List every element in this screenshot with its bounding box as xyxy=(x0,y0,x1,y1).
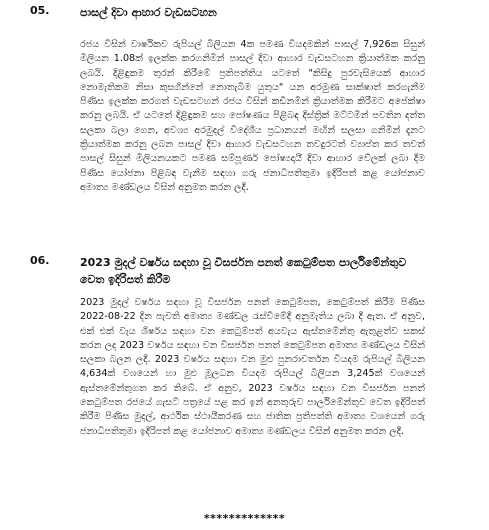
section-title: 2023 මුදල් වර්ෂය සඳහා වූ විසර්ජන පනත් කෙටුම්පත පාර්ලිමේන්තුව වෙත ඉදිරිපත් කිරීම xyxy=(80,256,407,286)
section-paragraph: 2023 මුදල් වර්ෂය සඳහා වූ විසර්ජන පනත් කෙටුම්පත, කෙටුම්පත් කිරීම පිණිස 2022-08-22 දින පැවති අමාත්‍ය මණ්ඩල රැස්වීමේදී අනුමැතිය ලබා දී ඇත. ඒ අනුව, එක් එක් වැය ශීර්ෂය සඳහා වන කෙටුම්පත් අයවැය ඇස්තමේන්තු ඇතුළත්ව සකස් කරන ලද 2023 වර්ෂය සඳහා වන විසර්ජන පනත් කෙටුම්පත අමාත්‍ය මණ්ඩලය විසින් සලකා බලන ලදී. 2023 වර්ෂය සඳහා වන මුළු පුනරාවර්තන වියදම රුපියල් බිලියන 4,634ක් වශයෙන් හා මුළු මූලධන වියදම රුපියල් බිලියන 3,245ක් වශයෙන් ඇස්තමේන්තුගත කර තිබේ. ඒ අනුව, 2023 වර්ෂය සඳහා වන විසර්ජන පනත් කෙටුම්පත රජයේ ගැසට් පත්‍රයේ පළ කර ඉන් අනතුරුව පාර්ලිමේන්තුව වෙත ඉදිරිපත් කිරීම පිණිස මුදල්, ආර්ථික ස්ථායීකරණ සහ ජාතික ප්‍රතිපත්ති අමාත්‍ය වශයෙන් ගරු ජනාධිපතිතුමා ඉදිරිපත් කළ යෝජනාව අමාත්‍ය මණ්ඩලය විසින් අනුමත කරන ලදී. xyxy=(80,297,425,437)
end-marker: ************* xyxy=(203,512,286,525)
section-title: පාසල් දිවා ආහාර වැඩසටහන xyxy=(80,6,217,19)
section-paragraph: රජය විසින් වාර්ෂිකව රුපියල් බිලියන 4ක පමණ වියදමකින් පාසල් 7,926ක සිසුන් මිලියන 1.08ක් ඉලක්ක කරගනිමින් පාසල් දිවා ආහාර වැඩසටහන ක්‍රියාත්මක කරනු ලබයි. දිළිඳුකම තුරන් කිරීමේ ප්‍රතිපත්තිය යටතේ "කිසිදු පුරවැසියෙක් ආහාර නොමැතිකම නිසා කුසගින්නේ නොතැබීම යුතුය" යන අරමුණ සාක්ෂාත් කරගැනීම පිණිස ඉලක්ක කරගත් වැඩසටහන් රජය විසින් කඩිනමින් ක්‍රියාත්මක කිරීමට අපේක්ෂා කරනු ලබයි. ඒ යටතේ දිළිඳුකම සහ පෝෂණය පිළිබඳ දිස්ත්‍රික් මට්ටමින් පවතින දත්ත සලකා බලා ගෙන, අවශ්‍ය අරමුදල් විදේශීය ප්‍රධානයන් මඟින් සලසා ගනිමින් දැනට ක්‍රියාත්මක කරනු ලබන පාසල් දිවා ආහාර වැඩසටහන තවදුරටත් ව්‍යාප්ත කර තවත් පාසල් සිසුන් මිලියනයකට පමණ සම්පූර්ණ පෝෂ්‍යදායී දිවා ආහාර වේලක් ලබා දීම පිණිස යෝජනා පිළිබඳ වැනීම සඳහා ගරු ජනාධිපතිතුමා ඉදිරිපත් කළ යෝජනාව අමාත්‍ය මණ්ඩලය විසින් අනුමත කරන ලදී. xyxy=(80,39,425,193)
section-number: 05. xyxy=(30,4,50,17)
section-number: 06. xyxy=(30,254,50,267)
